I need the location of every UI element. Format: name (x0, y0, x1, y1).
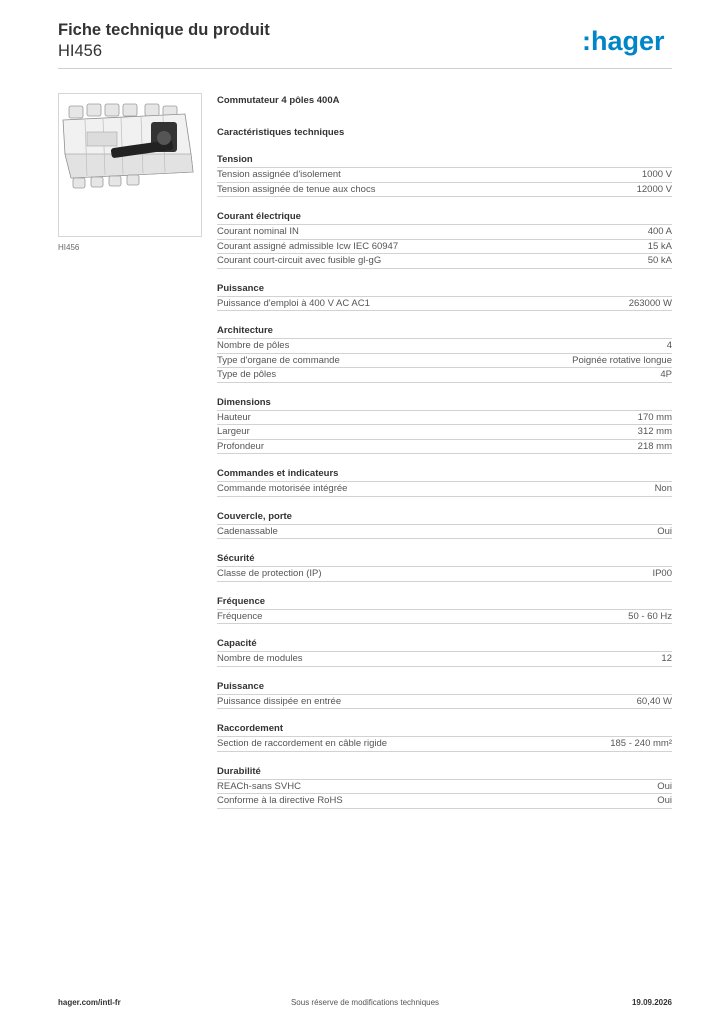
spec-groups (217, 153, 672, 809)
spec-label: Courant court-circuit avec fusible gl-gG (217, 255, 382, 266)
spec-group (217, 510, 672, 540)
spec-group-title: Commandes et indicateurs (217, 467, 672, 482)
spec-group (217, 765, 672, 809)
spec-group (217, 595, 672, 625)
specifications-panel (217, 94, 672, 809)
spec-row (217, 240, 672, 255)
spec-row (217, 354, 672, 369)
spec-group-title: Fréquence (217, 595, 672, 610)
spec-value: 312 mm (637, 426, 672, 437)
spec-value: 50 kA (647, 255, 672, 266)
header-divider (58, 68, 672, 69)
footer-website-link[interactable]: hager.com/intl-fr (58, 998, 121, 1007)
spec-row (217, 794, 672, 809)
footer-date: 19.09.2026 (631, 998, 672, 1007)
spec-group (217, 324, 672, 383)
spec-value: Non (654, 483, 672, 494)
spec-value: 170 mm (637, 411, 672, 423)
spec-value: 1000 V (641, 169, 672, 180)
spec-value: 50 - 60 Hz (628, 610, 672, 622)
document-header (58, 20, 270, 61)
image-caption: HI456 (58, 243, 80, 252)
spec-label: Type de pôles (217, 369, 277, 380)
section-heading: Caractéristiques techniques (217, 127, 345, 138)
spec-group (217, 467, 672, 497)
spec-value: 400 A (647, 226, 672, 237)
spec-value: 60,40 W (636, 695, 672, 707)
spec-row (217, 737, 672, 752)
product-name: Commutateur 4 pôles 400A (217, 95, 340, 106)
spec-value: Oui (657, 780, 672, 792)
spec-label: Cadenassable (217, 525, 278, 537)
spec-value: 218 mm (637, 440, 672, 452)
spec-label: Tension assignée d'isolement (217, 169, 341, 180)
spec-group-title: Durabilité (217, 765, 672, 780)
spec-row (217, 411, 672, 426)
spec-label: Courant nominal IN (217, 226, 299, 237)
spec-row (217, 168, 672, 183)
spec-label: Commande motorisée intégrée (217, 483, 348, 494)
hager-logo (582, 26, 672, 58)
product-image (58, 93, 202, 237)
spec-group-title: Raccordement (217, 722, 672, 737)
spec-value: 185 - 240 mm² (610, 738, 672, 749)
spec-row (217, 440, 672, 455)
spec-value: 15 kA (647, 240, 672, 252)
spec-row (217, 695, 672, 710)
spec-value: 4P (660, 369, 672, 380)
spec-group-title: Dimensions (217, 396, 672, 411)
spec-row (217, 225, 672, 240)
spec-row (217, 780, 672, 795)
spec-value: 4 (666, 340, 672, 351)
spec-row (217, 652, 672, 667)
spec-row (217, 482, 672, 497)
changeover-switch-illustration (59, 94, 201, 236)
spec-value: 12 (661, 653, 672, 664)
spec-group-title: Puissance (217, 282, 672, 297)
product-reference: HI456 (58, 42, 103, 60)
spec-group-title: Capacité (217, 637, 672, 652)
page-title: Fiche technique du produit (58, 21, 270, 39)
spec-value: IP00 (652, 568, 672, 579)
spec-label: Fréquence (217, 610, 263, 622)
spec-row (217, 567, 672, 582)
spec-group (217, 637, 672, 667)
spec-label: Courant assigné admissible Icw IEC 60947 (217, 240, 399, 252)
spec-label: Classe de protection (IP) (217, 568, 322, 579)
spec-group (217, 282, 672, 312)
spec-row (217, 425, 672, 440)
spec-group (217, 153, 672, 197)
spec-row (217, 297, 672, 312)
hager-logo-text: :hager (582, 26, 665, 56)
spec-label: Section de raccordement en câble rigide (217, 738, 388, 749)
spec-group-title: Tension (217, 153, 672, 168)
spec-label: Hauteur (217, 411, 251, 423)
spec-value: 263000 W (628, 297, 672, 309)
spec-value: Poignée rotative longue (572, 354, 672, 366)
spec-group (217, 680, 672, 710)
spec-row (217, 610, 672, 625)
spec-group-title: Sécurité (217, 552, 672, 567)
spec-row (217, 368, 672, 383)
footer-notice: Sous réserve de modifications techniques (290, 998, 440, 1007)
spec-row (217, 183, 672, 198)
spec-label: Conforme à la directive RoHS (217, 795, 343, 806)
spec-label: REACh-sans SVHC (217, 780, 301, 792)
spec-group (217, 210, 672, 269)
spec-label: Nombre de modules (217, 653, 303, 664)
spec-value: 12000 V (636, 183, 672, 195)
spec-row (217, 339, 672, 354)
spec-label: Type d'organe de commande (217, 354, 340, 366)
spec-group-title: Courant électrique (217, 210, 672, 225)
spec-label: Profondeur (217, 440, 265, 452)
spec-row (217, 254, 672, 269)
spec-group-title: Puissance (217, 680, 672, 695)
spec-value: Oui (657, 795, 672, 806)
spec-group (217, 396, 672, 455)
spec-group-title: Architecture (217, 324, 672, 339)
spec-label: Tension assignée de tenue aux chocs (217, 183, 376, 195)
spec-label: Puissance d'emploi à 400 V AC AC1 (217, 297, 370, 309)
spec-group-title: Couvercle, porte (217, 510, 672, 525)
spec-label: Nombre de pôles (217, 340, 290, 351)
spec-row (217, 525, 672, 540)
spec-value: Oui (657, 525, 672, 537)
spec-label: Puissance dissipée en entrée (217, 695, 342, 707)
spec-group (217, 722, 672, 752)
spec-group (217, 552, 672, 582)
spec-label: Largeur (217, 426, 250, 437)
